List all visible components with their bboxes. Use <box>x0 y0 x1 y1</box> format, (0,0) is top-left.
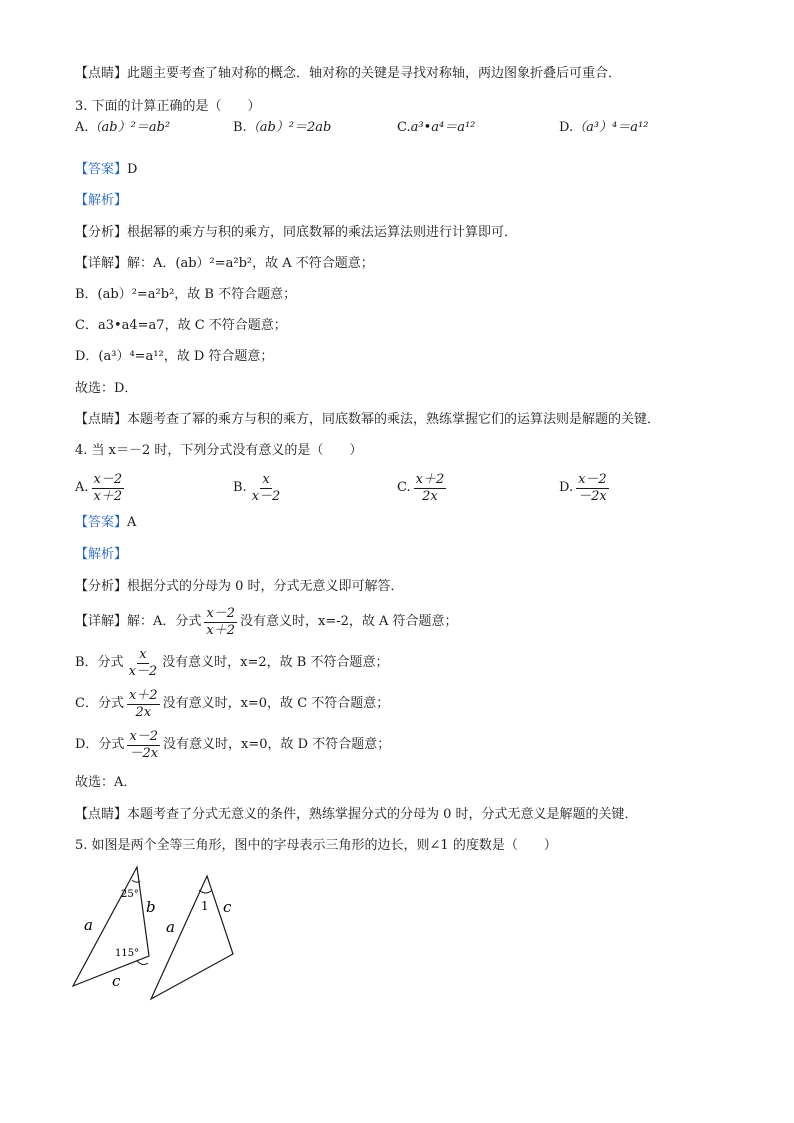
option-c: C. $\frac{x+2}{2x}$ <box>397 471 445 504</box>
option-a: A. $\frac{x-2}{x+2}$ <box>75 471 123 504</box>
jiexi-heading-q4: 【解析】 <box>75 547 128 562</box>
t1-angle-bottom-label: 115° <box>115 948 140 959</box>
t2-side-c-label: c <box>223 898 232 916</box>
xiangjie-b-q3: B．(ab）²=a²b²，故 B 不符合题意； <box>75 287 297 302</box>
choice-line-q3: 故选：D． <box>75 381 138 396</box>
option-d: D. （a³）⁴＝a¹² <box>559 120 649 135</box>
fraction: $\frac{x}{x-2}$ <box>128 646 158 679</box>
xiangjie-c-q4: C．分式 $\frac{x+2}{2x}$ 没有意义时，x=0，故 C 不符合题意； <box>75 687 390 720</box>
xiangjie-a-q4: 【详解】 解：A．分式 $\frac{x-2}{x+2}$ 没有意义时，x=-2，故 A 符合题意； <box>75 605 458 638</box>
t1-side-b-label: b <box>146 898 156 916</box>
t2-side-a-label: a <box>166 918 175 936</box>
option-a: A. （ab）²＝ab² <box>75 120 171 135</box>
t1-side-c-label: c <box>112 972 121 990</box>
fenxi-line-q3: 【分析】 根据幂的乘方与积的乘方，同底数幂的乘法运算法则进行计算即可． <box>75 225 518 240</box>
option-b: B. $\frac{x}{x-2}$ <box>233 471 281 504</box>
fraction: $\frac{x}{x-2}$ <box>251 471 281 504</box>
xiangjie-line-q3: 【详解】 解：A．(ab）²=a²b²，故 A 不符合题意； <box>75 256 374 271</box>
triangles-figure <box>60 860 260 1010</box>
fraction: $\frac{x-2}{-2x}$ <box>578 471 607 504</box>
xiangjie-d-q3: D．(a³）⁴=a¹²，故 D 符合题意； <box>75 349 274 364</box>
question-3-stem: 3. 下面的计算正确的是（ ） <box>75 99 261 114</box>
fraction: $\frac{x-2}{-2x}$ <box>129 728 159 761</box>
option-d: D. $\frac{x-2}{-2x}$ <box>559 471 607 504</box>
dianjing-line-q4: 【点睛】 本题考查了分式无意义的条件，熟练掌握分式的分母为 0 时，分式无意义是解题的关键． <box>75 807 638 822</box>
fraction: $\frac{x+2}{2x}$ <box>415 471 445 504</box>
xiangjie-c-q3: C．a3•a4=a7，故 C 不符合题意； <box>75 318 287 333</box>
t1-angle-top-label: 25° <box>121 889 139 900</box>
xiangjie-d-q4: D．分式 $\frac{x-2}{-2x}$ 没有意义时，x=0，故 D 不符合题意； <box>75 728 391 761</box>
option-c: C. a³•a⁴＝a¹² <box>397 120 476 135</box>
answer-line-q3: 【答案】 D <box>75 162 138 177</box>
dianjing-line-q3: 【点睛】 本题考查了幂的乘方与积的乘方，同底数幂的乘法，熟练掌握它们的运算法则是解题的关键． <box>75 412 661 427</box>
angle-arc-bottom <box>137 961 148 965</box>
xiangjie-b-q4: B．分式 $\frac{x}{x-2}$ 没有意义时，x=2，故 B 不符合题意； <box>75 646 389 679</box>
question-4-stem: 4. 当 x＝－2 时，下列分式没有意义的是（ ） <box>75 443 363 458</box>
t1-side-a-label: a <box>84 916 93 934</box>
fraction: $\frac{x-2}{x+2}$ <box>206 605 236 638</box>
question-4-options <box>75 470 754 506</box>
jiexi-heading-q3: 【解析】 <box>75 193 128 208</box>
fenxi-line-q4: 【分析】 根据分式的分母为 0 时，分式无意义即可解答． <box>75 579 404 594</box>
question-5-stem: 5. 如图是两个全等三角形，图中的字母表示三角形的边长，则∠1 的度数是（ ） <box>75 838 557 853</box>
fraction: $\frac{x-2}{x+2}$ <box>93 471 123 504</box>
choice-line-q4: 故选：A． <box>75 775 137 790</box>
t2-angle-label: 1 <box>201 899 209 913</box>
fraction: $\frac{x+2}{2x}$ <box>128 687 158 720</box>
option-b: B. （ab）²＝2ab <box>233 120 332 135</box>
answer-line-q4: 【答案】 A <box>75 515 137 530</box>
dianjing-line-q2: 【点睛】此题主要考查了轴对称的概念．轴对称的关键是寻找对称轴，两边图象折叠后可重合． <box>75 66 622 81</box>
triangle-2 <box>151 876 233 999</box>
